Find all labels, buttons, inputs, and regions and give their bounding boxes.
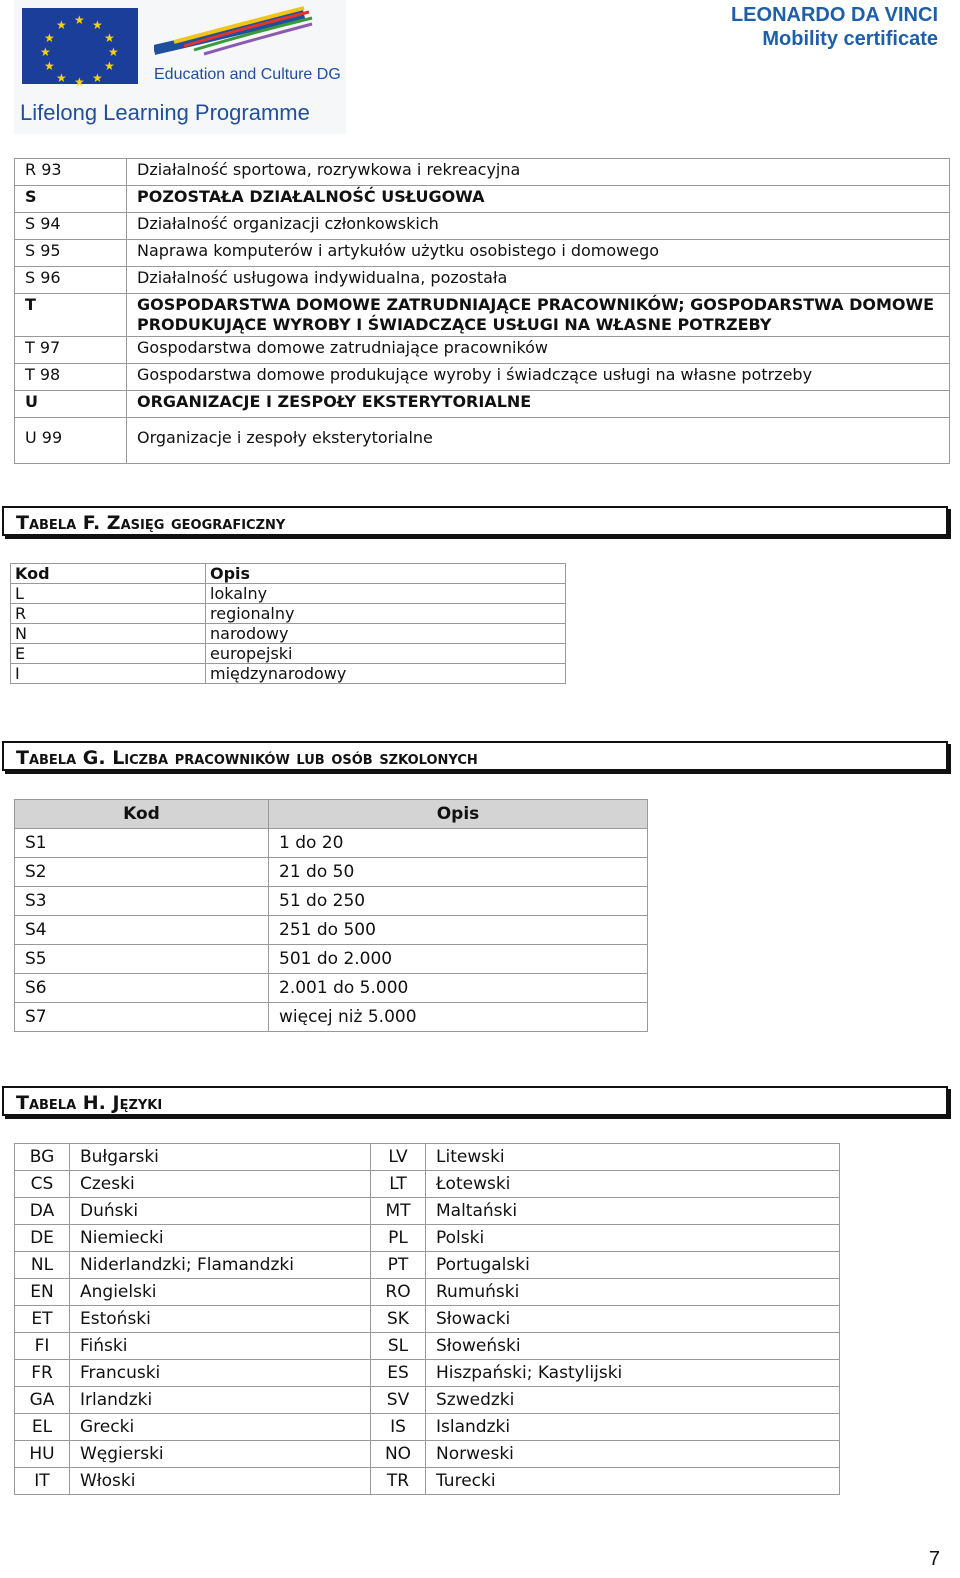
table-row bbox=[15, 829, 648, 858]
table-row bbox=[15, 1387, 840, 1414]
language-name-cell: Czeski bbox=[70, 1171, 371, 1198]
language-name-cell: Hiszpański; Kastylijski bbox=[426, 1360, 840, 1387]
table-row bbox=[15, 1279, 840, 1306]
table-row bbox=[15, 364, 950, 391]
certificate-subtitle: Mobility certificate bbox=[762, 28, 938, 50]
language-name-cell: Łotewski bbox=[426, 1171, 840, 1198]
desc-cell: 2.001 do 5.000 bbox=[269, 974, 648, 1003]
language-name-cell: Grecki bbox=[70, 1414, 371, 1441]
language-code-cell: IT bbox=[15, 1468, 70, 1495]
table-row bbox=[11, 584, 566, 604]
language-code-cell: SL bbox=[371, 1333, 426, 1360]
language-name-cell: Słowacki bbox=[426, 1306, 840, 1333]
code-cell: R bbox=[11, 604, 206, 624]
desc-cell: 501 do 2.000 bbox=[269, 945, 648, 974]
table-row bbox=[15, 1252, 840, 1279]
table-header-row bbox=[15, 800, 648, 829]
table-h bbox=[14, 1143, 840, 1495]
table-row bbox=[15, 1198, 840, 1225]
language-name-cell: Estoński bbox=[70, 1306, 371, 1333]
table-row bbox=[15, 858, 648, 887]
table-row bbox=[15, 1144, 840, 1171]
nace-desc-cell: Działalność sportowa, rozrywkowa i rekreacyjna bbox=[127, 159, 950, 186]
language-code-cell: PL bbox=[371, 1225, 426, 1252]
table-row bbox=[15, 1171, 840, 1198]
table-f bbox=[10, 563, 566, 684]
language-name-cell: Szwedzki bbox=[426, 1387, 840, 1414]
desc-cell: regionalny bbox=[206, 604, 566, 624]
nace-code-cell: U bbox=[15, 391, 127, 418]
header-title bbox=[731, 3, 938, 51]
language-name-cell: Portugalski bbox=[426, 1252, 840, 1279]
nace-code-cell: S 95 bbox=[15, 240, 127, 267]
code-cell: S5 bbox=[15, 945, 269, 974]
table-row bbox=[11, 604, 566, 624]
nace-code-cell: T 98 bbox=[15, 364, 127, 391]
column-header-code: Kod bbox=[15, 800, 269, 829]
desc-cell: 251 do 500 bbox=[269, 916, 648, 945]
desc-cell: 21 do 50 bbox=[269, 858, 648, 887]
code-cell: S3 bbox=[15, 887, 269, 916]
table-row bbox=[11, 664, 566, 684]
nace-desc-cell: Organizacje i zespoły eksterytorialne bbox=[127, 418, 950, 464]
desc-cell: 51 do 250 bbox=[269, 887, 648, 916]
nace-desc-cell: GOSPODARSTWA DOMOWE ZATRUDNIAJĄCE PRACOWNIKÓW; GOSPODARSTWA DOMOWE PRODUKUJĄCE WYROBY I ŚWIADCZĄCE USŁUGI NA WŁASNE POTRZEBY bbox=[127, 294, 950, 337]
program-title: LEONARDO DA VINCI bbox=[730, 4, 938, 26]
section-title-f: Tabela F. Zasięg geograficzny bbox=[2, 506, 948, 536]
language-name-cell: Polski bbox=[426, 1225, 840, 1252]
language-code-cell: EL bbox=[15, 1414, 70, 1441]
column-header-desc: Opis bbox=[269, 800, 648, 829]
table-row bbox=[15, 1333, 840, 1360]
table-row bbox=[15, 1441, 840, 1468]
table-row bbox=[15, 916, 648, 945]
nace-desc-cell: Gospodarstwa domowe zatrudniające pracowników bbox=[127, 337, 950, 364]
table-row bbox=[15, 1414, 840, 1441]
section-title-g: Tabela G. Liczba pracowników lub osób szkolonych bbox=[2, 741, 948, 771]
code-cell: L bbox=[11, 584, 206, 604]
table-row bbox=[15, 945, 648, 974]
table-row bbox=[15, 213, 950, 240]
code-cell: E bbox=[11, 644, 206, 664]
language-code-cell: LT bbox=[371, 1171, 426, 1198]
table-row bbox=[15, 1468, 840, 1495]
table-header-row bbox=[11, 564, 566, 584]
code-cell: S6 bbox=[15, 974, 269, 1003]
language-code-cell: SK bbox=[371, 1306, 426, 1333]
desc-cell: europejski bbox=[206, 644, 566, 664]
table-row bbox=[15, 1225, 840, 1252]
language-code-cell: GA bbox=[15, 1387, 70, 1414]
language-code-cell: DE bbox=[15, 1225, 70, 1252]
table-row bbox=[15, 337, 950, 364]
language-code-cell: SV bbox=[371, 1387, 426, 1414]
language-code-cell: FR bbox=[15, 1360, 70, 1387]
desc-cell: narodowy bbox=[206, 624, 566, 644]
nace-code-cell: S 94 bbox=[15, 213, 127, 240]
language-code-cell: RO bbox=[371, 1279, 426, 1306]
table-row bbox=[15, 418, 950, 464]
code-cell: N bbox=[11, 624, 206, 644]
language-name-cell: Węgierski bbox=[70, 1441, 371, 1468]
nace-desc-cell: ORGANIZACJE I ZESPOŁY EKSTERYTORIALNE bbox=[127, 391, 950, 418]
language-name-cell: Rumuński bbox=[426, 1279, 840, 1306]
language-code-cell: LV bbox=[371, 1144, 426, 1171]
code-cell: S4 bbox=[15, 916, 269, 945]
language-name-cell: Irlandzki bbox=[70, 1387, 371, 1414]
column-header-code: Kod bbox=[11, 564, 206, 584]
language-name-cell: Niderlandzki; Flamandzki bbox=[70, 1252, 371, 1279]
table-row bbox=[15, 1003, 648, 1032]
desc-cell: 1 do 20 bbox=[269, 829, 648, 858]
llp-logo-text: Lifelong Learning Programme bbox=[20, 100, 310, 125]
language-name-cell: Litewski bbox=[426, 1144, 840, 1171]
desc-cell: lokalny bbox=[206, 584, 566, 604]
language-code-cell: TR bbox=[371, 1468, 426, 1495]
nace-code-cell: T bbox=[15, 294, 127, 337]
nace-desc-cell: POZOSTAŁA DZIAŁALNOŚĆ USŁUGOWA bbox=[127, 186, 950, 213]
nace-code-cell: T 97 bbox=[15, 337, 127, 364]
code-cell: S2 bbox=[15, 858, 269, 887]
column-header-desc: Opis bbox=[206, 564, 566, 584]
table-g bbox=[14, 799, 648, 1032]
language-name-cell: Bułgarski bbox=[70, 1144, 371, 1171]
language-name-cell: Francuski bbox=[70, 1360, 371, 1387]
language-code-cell: HU bbox=[15, 1441, 70, 1468]
nace-table bbox=[14, 158, 950, 464]
language-name-cell: Maltański bbox=[426, 1198, 840, 1225]
table-row bbox=[15, 887, 648, 916]
language-code-cell: EN bbox=[15, 1279, 70, 1306]
language-name-cell: Włoski bbox=[70, 1468, 371, 1495]
language-name-cell: Duński bbox=[70, 1198, 371, 1225]
language-code-cell: DA bbox=[15, 1198, 70, 1225]
nace-code-cell: S bbox=[15, 186, 127, 213]
desc-cell: więcej niż 5.000 bbox=[269, 1003, 648, 1032]
language-name-cell: Norweski bbox=[426, 1441, 840, 1468]
table-row bbox=[11, 624, 566, 644]
table-row bbox=[15, 159, 950, 186]
nace-desc-cell: Działalność usługowa indywidualna, pozostała bbox=[127, 267, 950, 294]
nace-desc-cell: Naprawa komputerów i artykułów użytku osobistego i domowego bbox=[127, 240, 950, 267]
nace-code-cell: U 99 bbox=[15, 418, 127, 464]
language-code-cell: MT bbox=[371, 1198, 426, 1225]
table-row bbox=[15, 974, 648, 1003]
language-name-cell: Turecki bbox=[426, 1468, 840, 1495]
desc-cell: międzynarodowy bbox=[206, 664, 566, 684]
nace-code-cell: R 93 bbox=[15, 159, 127, 186]
code-cell: S1 bbox=[15, 829, 269, 858]
nace-desc-cell: Gospodarstwa domowe produkujące wyroby i świadczące usługi na własne potrzeby bbox=[127, 364, 950, 391]
language-code-cell: NO bbox=[371, 1441, 426, 1468]
swoosh-logo-icon bbox=[154, 6, 314, 66]
eu-flag-icon: ★ ★ ★ ★ ★ ★ ★ ★ ★ ★ ★ ★ bbox=[22, 8, 138, 84]
language-code-cell: CS bbox=[15, 1171, 70, 1198]
language-name-cell: Angielski bbox=[70, 1279, 371, 1306]
code-cell: S7 bbox=[15, 1003, 269, 1032]
language-code-cell: PT bbox=[371, 1252, 426, 1279]
language-code-cell: BG bbox=[15, 1144, 70, 1171]
language-name-cell: Fiński bbox=[70, 1333, 371, 1360]
code-cell: I bbox=[11, 664, 206, 684]
table-row bbox=[15, 1360, 840, 1387]
table-row bbox=[15, 1306, 840, 1333]
table-row bbox=[15, 186, 950, 213]
table-row bbox=[11, 644, 566, 664]
language-name-cell: Niemiecki bbox=[70, 1225, 371, 1252]
language-code-cell: IS bbox=[371, 1414, 426, 1441]
table-row bbox=[15, 240, 950, 267]
language-name-cell: Słoweński bbox=[426, 1333, 840, 1360]
language-name-cell: Islandzki bbox=[426, 1414, 840, 1441]
edu-logo-text: Education and Culture DG bbox=[154, 66, 341, 83]
language-code-cell: NL bbox=[15, 1252, 70, 1279]
nace-desc-cell: Działalność organizacji członkowskich bbox=[127, 213, 950, 240]
language-code-cell: ES bbox=[371, 1360, 426, 1387]
nace-code-cell: S 96 bbox=[15, 267, 127, 294]
table-row bbox=[15, 294, 950, 337]
language-code-cell: ET bbox=[15, 1306, 70, 1333]
language-code-cell: FI bbox=[15, 1333, 70, 1360]
table-row bbox=[15, 267, 950, 294]
table-row bbox=[15, 391, 950, 418]
section-title-h: Tabela H. Języki bbox=[2, 1086, 948, 1116]
page-number: 7 bbox=[928, 1548, 940, 1570]
eu-logo bbox=[14, 0, 346, 134]
